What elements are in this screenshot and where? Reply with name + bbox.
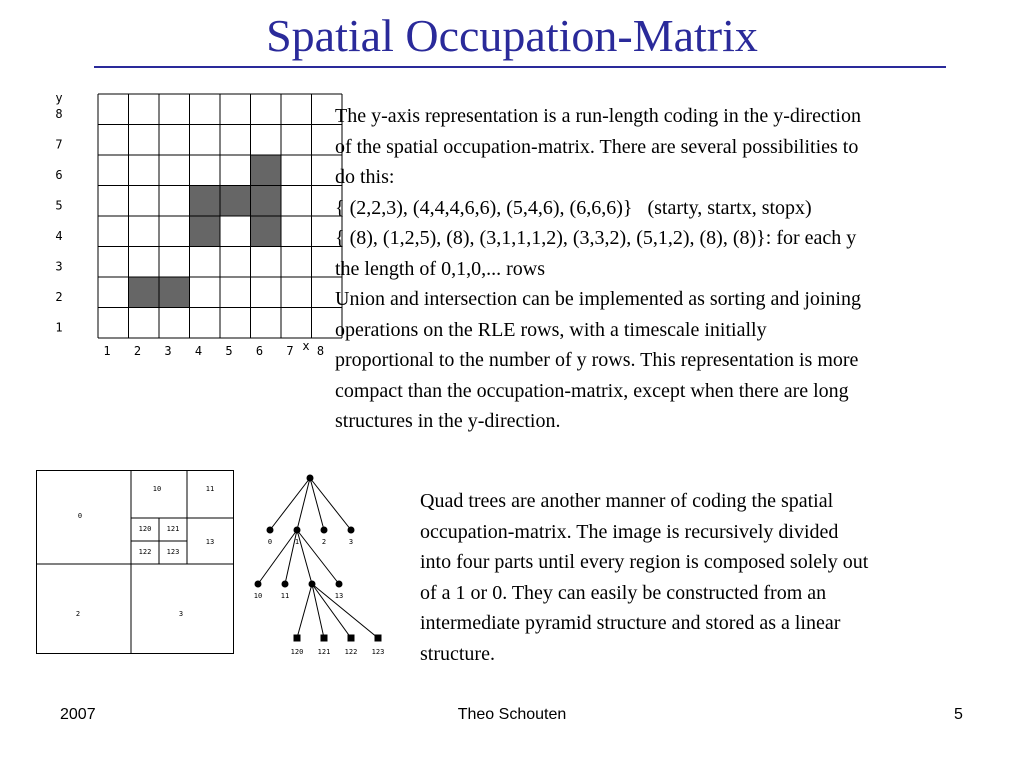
text-line: occupation-matrix. The image is recursively divided xyxy=(420,520,839,543)
text-line: of the spatial occupation-matrix. There are several possibilities to xyxy=(335,135,859,158)
text-line: intermediate pyramid structure and stored as a linear xyxy=(420,612,841,634)
tree-label-123: 123 xyxy=(371,648,385,656)
occupation-grid xyxy=(40,88,325,368)
text-line: operations on the RLE rows, with a timescale initially xyxy=(335,318,767,341)
tree-label-10: 10 xyxy=(253,592,263,600)
y-tick-label: 2 xyxy=(55,290,63,304)
quadtree-diagram xyxy=(248,470,398,660)
text-line: proportional to the number of y rows. This representation is more xyxy=(335,349,859,371)
tree-leaf-123 xyxy=(375,635,382,642)
quad-label-123: 123 xyxy=(166,548,180,556)
tree-node-3 xyxy=(348,527,355,534)
slide-number: 5 xyxy=(954,706,963,723)
filled-cell-3-2 xyxy=(159,277,190,308)
tree-node-1 xyxy=(294,527,301,534)
x-tick-label: 2 xyxy=(133,344,142,358)
text-line: Union and intersection can be implemented as sorting and joining xyxy=(335,288,861,310)
text-line: { (8), (1,2,5), (8), (3,1,1,1,2), (3,3,2), (5,1,2), (8), (8)}: for each y xyxy=(335,227,857,249)
quad-label-3: 3 xyxy=(178,610,184,618)
x-tick-label: 1 xyxy=(103,344,111,358)
text-line: The y-axis representation is a run-length coding in the y-direction xyxy=(335,105,861,127)
quad-label-121: 121 xyxy=(166,525,180,533)
x-tick-label: 5 xyxy=(225,344,233,358)
x-axis-label: x xyxy=(302,339,310,353)
tree-label-121: 121 xyxy=(317,648,331,656)
y-axis-label: y xyxy=(55,91,63,105)
tree-label-2: 2 xyxy=(321,538,327,546)
text-line: compact than the occupation-matrix, except when there are long xyxy=(335,379,849,402)
filled-cell-4-4 xyxy=(190,216,221,247)
text-line: structure. xyxy=(420,642,495,665)
tree-leaf-120 xyxy=(294,635,301,642)
text-line: { (2,2,3), (4,4,4,6,6), (5,4,6), (6,6,6)} (starty, startx, stopx) xyxy=(335,196,812,219)
rle-description xyxy=(335,101,1017,437)
quadtree-regions-diagram xyxy=(36,470,236,656)
tree-node-13 xyxy=(336,581,343,588)
tree-node-12 xyxy=(309,581,316,588)
quad-label-0: 0 xyxy=(77,512,83,520)
y-tick-label: 3 xyxy=(55,259,63,274)
x-tick-label: 4 xyxy=(194,344,203,358)
text-line: structures in the y-direction. xyxy=(335,410,561,432)
tree-leaf-122 xyxy=(348,635,355,642)
filled-cell-2-2 xyxy=(129,277,160,308)
filled-cell-6-5 xyxy=(251,186,282,217)
tree-root-node xyxy=(307,475,314,482)
y-tick-label: 7 xyxy=(55,137,63,152)
tree-label-13: 13 xyxy=(334,592,344,600)
y-tick-label: 8 xyxy=(55,107,63,121)
y-tick-label: 6 xyxy=(55,168,63,182)
title-underline xyxy=(94,66,946,68)
filled-cell-6-6 xyxy=(251,155,282,186)
quad-label-10: 10 xyxy=(152,485,162,493)
tree-label-3: 3 xyxy=(348,538,354,546)
slide-title: Spatial Occupation-Matrix xyxy=(266,10,758,61)
quad-outline xyxy=(37,471,234,654)
tree-leaf-121 xyxy=(321,635,328,642)
filled-cell-5-5 xyxy=(220,186,251,217)
tree-label-122: 122 xyxy=(344,648,358,656)
tree-node-0 xyxy=(267,527,274,534)
tree-label-120: 120 xyxy=(290,648,304,656)
text-line: do this: xyxy=(335,166,395,188)
quad-label-120: 120 xyxy=(138,525,152,533)
y-tick-label: 5 xyxy=(55,198,63,213)
filled-cell-6-4 xyxy=(251,216,282,247)
quad-label-2: 2 xyxy=(75,610,81,618)
quad-label-11: 11 xyxy=(205,485,215,493)
y-tick-label: 4 xyxy=(55,229,63,243)
footer-author: Theo Schouten xyxy=(457,706,567,723)
y-tick-label: 1 xyxy=(55,320,63,335)
text-line: of a 1 or 0. They can easily be constructed from an xyxy=(420,581,827,604)
footer-year: 2007 xyxy=(60,706,96,723)
tree-node-2 xyxy=(321,527,328,534)
text-line: into four parts until every region is composed solely out xyxy=(420,551,869,573)
tree-label-0: 0 xyxy=(267,538,273,546)
filled-cell-4-5 xyxy=(190,186,221,217)
tree-node-10 xyxy=(255,581,262,588)
tree-label-11: 11 xyxy=(280,592,290,600)
x-tick-label: 7 xyxy=(286,344,294,358)
quadtree-description xyxy=(420,486,1010,669)
tree-label-1: 1 xyxy=(294,538,300,546)
x-tick-label: 8 xyxy=(316,344,325,358)
quad-label-13: 13 xyxy=(205,538,215,546)
x-tick-label: 3 xyxy=(164,344,172,358)
text-line: Quad trees are another manner of coding the spatial xyxy=(420,490,834,512)
text-line: the length of 0,1,0,... rows xyxy=(335,257,545,280)
tree-node-11 xyxy=(282,581,289,588)
x-tick-label: 6 xyxy=(255,344,264,358)
quad-label-122: 122 xyxy=(138,548,152,556)
